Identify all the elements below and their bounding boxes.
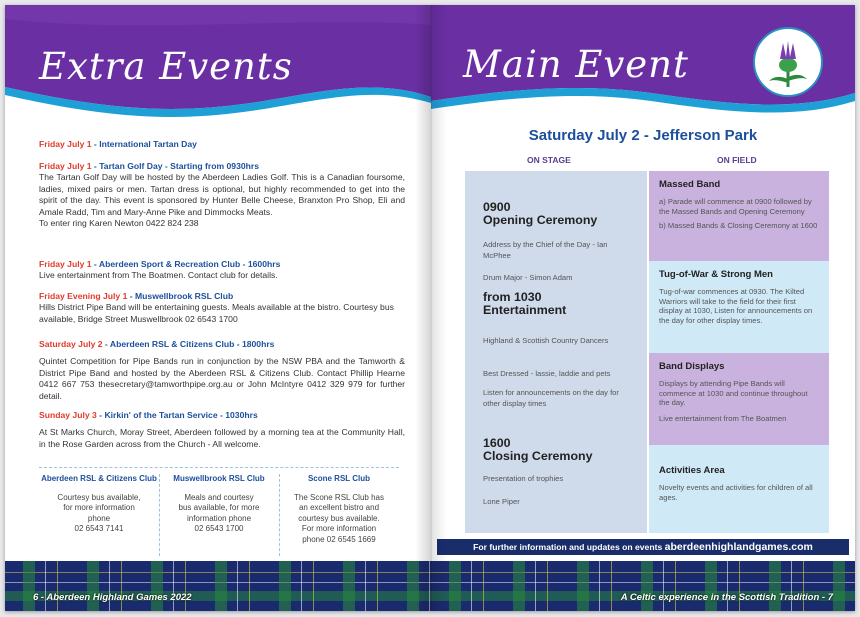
event-date: Saturday July 2 xyxy=(39,339,103,349)
club-line: 02 6543 7141 xyxy=(74,524,124,533)
tartan-footer xyxy=(431,561,855,611)
event-description: At St Marks Church, Moray Street, Aberdeen followed by a morning tea at the Community Hall, in the Rose Garden across from the Church - All welcome. xyxy=(39,427,405,449)
event-description: Hills District Pipe Band will be entertaining guests. Meals available at the bistro. Courtesy bus available, Bridge Street Muswellbrook 02 6543 1700 xyxy=(39,302,394,324)
club-line: phone xyxy=(87,513,111,523)
club-card xyxy=(39,474,159,535)
club-line: For more information xyxy=(301,524,377,533)
club-line: The Scone RSL Club has xyxy=(294,492,384,502)
event-item: Friday Evening July 1 - Muswellbrook RSL Club Hills District Pipe Band will be entertaining guests. Meals available at the bistro. Courtesy bus available, Bridge Street Muswellbrook 02 6543 1700 xyxy=(39,291,405,325)
brochure-spread xyxy=(5,5,855,611)
right-page xyxy=(431,5,855,611)
club-card xyxy=(159,474,279,535)
event-name: International Tartan Day xyxy=(99,139,197,149)
stage-item: Highland & Scottish Country Dancers xyxy=(483,336,609,345)
event-item: Saturday July 2 - Aberdeen RSL & Citizens Club - 1800hrs Quintet Competition for Pipe Bands run in conjunction by the NSW PBA and the Tamworth & District Pipe Band and hosted by the Aberdeen RSL & Citizens Club. Contact Phillip Hearne 0412 667 753 thesecretary@tamworthpipe.org.au or John McIntyre 0412 329 979 for further detail. xyxy=(39,339,405,401)
event-item: Friday July 1 - International Tartan Day xyxy=(39,139,197,149)
club-name: Aberdeen RSL & Citizens Club xyxy=(41,474,157,483)
field-item: Tug-of-war commences at 0930. The Kilted Warriors will take to the field for their first display at 1030, Listen for announcements on the day for other display times. xyxy=(659,287,813,325)
footer-left: 6 - Aberdeen Highland Games 2022 xyxy=(33,592,192,603)
club-name: Scone RSL Club xyxy=(307,474,371,483)
closing-title: Closing Ceremony xyxy=(483,449,593,463)
field-item: Displays by attending Pipe Bands will commence at 1030 and continue throughout the day. xyxy=(659,379,808,408)
page-title: Extra Events xyxy=(39,45,293,88)
club-line: phone 02 6545 1669 xyxy=(302,534,376,544)
event-description: Quintet Competition for Pipe Bands run in conjunction by the NSW PBA and the Tamworth & District Pipe Band and hosted by the Aberdeen RSL & Citizens Club. Contact Phillip Hearne 0412 667 753 thesecretary@tamworthpipe.org.au or John McIntyre 0412 329 979 for further detail. xyxy=(39,356,405,401)
event-name: Tartan Golf Day - Starting from 0930hrs xyxy=(99,161,260,171)
event-date: Friday July 1 xyxy=(39,161,92,171)
field-box xyxy=(649,445,829,533)
event-date: Friday July 1 xyxy=(39,259,92,269)
stage-column xyxy=(465,171,647,533)
field-box xyxy=(649,171,829,261)
event-name: Muswellbrook RSL Club xyxy=(135,291,234,301)
stage-item: Lone Piper xyxy=(483,497,520,506)
entertainment-time: from 1030 xyxy=(483,290,542,304)
event-item: Friday July 1 - Tartan Golf Day - Starting from 0930hrs The Tartan Golf Day will be hosted by the Aberdeen Ladies Golf. This is a Canadian foursome, ladies, mixed pairs or men. Tartan dress is optional, but highly recommended to get into the spirit of the day. This event is sponsored by Hunter Belle Cheese, Branxton Pro Shop, Eli and Amale Radd, Tim and Mary-Anne Pike and Dimmocks Meats. To enter ring Karen Newton 0422 824 238 xyxy=(39,161,405,229)
stage-item: Presentation of trophies xyxy=(483,474,564,483)
event-contact: To enter ring Karen Newton 0422 824 238 xyxy=(39,218,199,229)
opening-title: Opening Ceremony xyxy=(483,213,598,227)
field-box xyxy=(649,261,829,353)
thistle-logo-icon xyxy=(753,27,823,97)
event-date: Friday Evening July 1 xyxy=(39,291,128,301)
field-item: b) Massed Bands & Closing Ceremony at 1600 xyxy=(659,221,818,231)
event-date: Friday July 1 xyxy=(39,139,92,149)
field-title: Band Displays xyxy=(659,361,725,372)
tartan-footer xyxy=(5,561,431,611)
club-line: information phone xyxy=(186,513,252,523)
event-date: Sunday July 3 xyxy=(39,410,97,420)
left-page xyxy=(5,5,431,611)
field-title: Activities Area xyxy=(659,465,725,476)
column-header-stage: ON STAGE xyxy=(527,155,571,165)
event-item: Sunday July 3 - Kirkin' of the Tartan Service - 1030hrs At St Marks Church, Moray Street, Aberdeen followed by a morning tea at the Community Hall, in the Rose Garden across from the Church - All welcome. xyxy=(39,410,405,449)
club-line: courtesy bus available. xyxy=(298,513,380,523)
stage-item: Listen for announcements on the day for other display times xyxy=(483,388,619,408)
info-text: For further information and updates on events xyxy=(473,542,663,552)
club-line: 02 6543 1700 xyxy=(194,524,244,533)
field-box xyxy=(649,353,829,445)
stage-item: Best Dressed - lassie, laddie and pets xyxy=(483,369,611,378)
event-date-heading: Saturday July 2 - Jefferson Park xyxy=(528,127,758,144)
info-bar xyxy=(437,539,849,555)
event-item: Friday July 1 - Aberdeen Sport & Recreation Club - 1600hrs Live entertainment from The Boatmen. Contact club for details. xyxy=(39,259,405,282)
field-item: Live entertainment from The Boatmen xyxy=(659,413,787,423)
club-name: Muswellbrook RSL Club xyxy=(173,474,265,483)
club-line: bus available, for more xyxy=(178,503,260,512)
event-name: Kirkin' of the Tartan Service - 1030hrs xyxy=(104,410,258,420)
entertainment-title: Entertainment xyxy=(483,303,567,317)
club-panel xyxy=(39,467,399,559)
event-name: Aberdeen Sport & Recreation Club - 1600hrs xyxy=(98,259,281,269)
column-header-field: ON FIELD xyxy=(717,155,757,165)
event-name: Aberdeen RSL & Citizens Club - 1800hrs xyxy=(109,339,275,349)
stage-item: Drum Major - Simon Adam xyxy=(483,273,573,282)
event-description: The Tartan Golf Day will be hosted by the Aberdeen Ladies Golf. This is a Canadian foursome, ladies, mixed pairs or men. Tartan dress is optional, but highly recommended to get into the spirit of the day. This event is sponsored by Hunter Belle Cheese, Branxton Pro Shop, Eli and Amale Radd, Tim and Mary-Anne Pike and Dimmocks Meats. xyxy=(39,172,405,217)
club-line: an excellent bistro and xyxy=(298,503,380,512)
website-link[interactable]: aberdeenhighlandgames.com xyxy=(664,541,813,553)
club-line: Courtesy bus available, xyxy=(57,492,141,502)
field-title: Massed Band xyxy=(659,179,721,190)
field-item: Novelty events and activities for children of all ages. xyxy=(659,483,813,502)
club-card xyxy=(279,474,399,545)
club-line: for more information xyxy=(63,503,135,512)
event-description: Live entertainment from The Boatmen. Contact club for details. xyxy=(39,270,278,281)
opening-time: 0900 xyxy=(483,200,511,214)
page-title: Main Event xyxy=(463,43,689,86)
club-line: Meals and courtesy xyxy=(184,492,254,502)
closing-time: 1600 xyxy=(483,436,511,450)
field-item: a) Parade will commence at 0900 followed by the Massed Bands and Opening Ceremony xyxy=(659,197,812,216)
stage-item: Address by the Chief of the Day - Ian McPhee xyxy=(483,240,608,260)
field-title: Tug-of-War & Strong Men xyxy=(659,269,773,280)
footer-right: A Celtic experience in the Scottish Tradition - 7 xyxy=(620,592,833,603)
